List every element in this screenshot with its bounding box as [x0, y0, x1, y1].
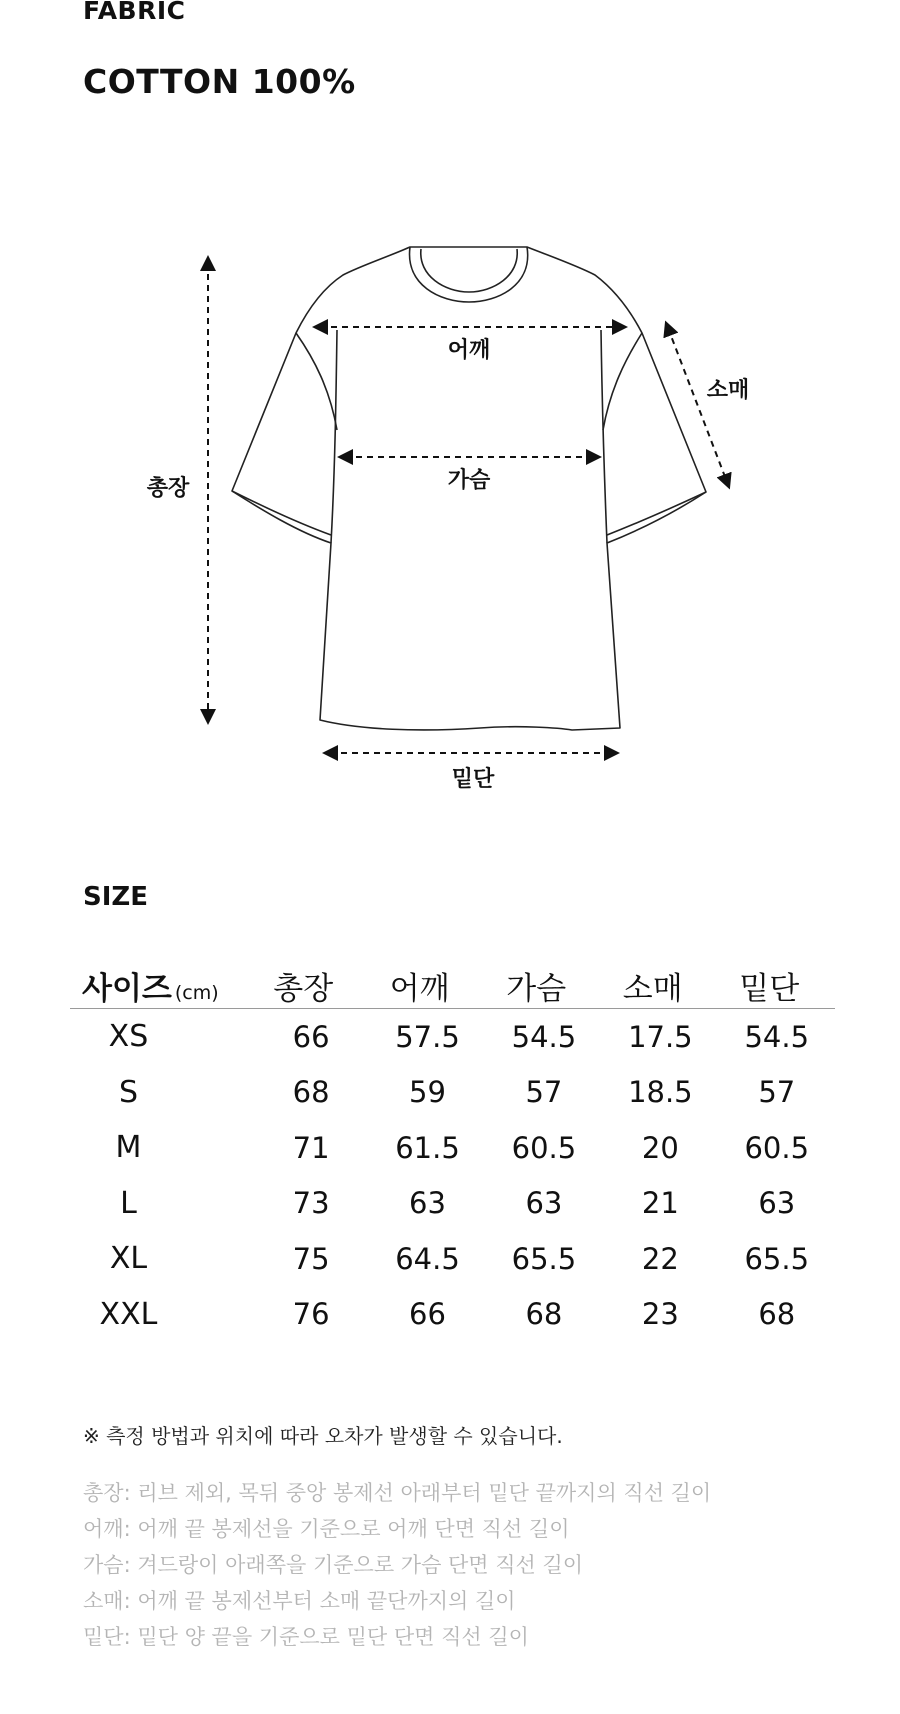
- table-row: [70, 1287, 835, 1343]
- header-chest: 가슴: [506, 971, 567, 1007]
- sleeve-cell: 23: [641, 1297, 679, 1332]
- header-sleeve: 소매: [622, 971, 683, 1007]
- header-size: 사이즈 (cm): [82, 971, 219, 1007]
- shoulder-cell: 61.5: [395, 1130, 460, 1165]
- measurement-notes: [83, 1420, 711, 1655]
- chest-cell: 63: [525, 1186, 563, 1221]
- shoulder-cell: 66: [409, 1297, 446, 1332]
- size-cell: L: [120, 1185, 137, 1221]
- size-cell: XL: [109, 1241, 148, 1277]
- sleeve-cell: 20: [641, 1130, 679, 1165]
- length-cell: 68: [292, 1075, 330, 1110]
- sleeve-label: 소매: [706, 378, 750, 403]
- table-row: [70, 1120, 835, 1176]
- hem-label: 밑단: [451, 767, 495, 792]
- chest-cell: 60.5: [511, 1130, 577, 1165]
- hem-cell: 63: [758, 1186, 796, 1221]
- note-hem: 밑단: 밑단 양 끝을 기준으로 밑단 단면 직선 길이: [83, 1625, 529, 1649]
- note-chest: 가슴: 겨드랑이 아래쪽을 기준으로 가슴 단면 직선 길이: [83, 1553, 584, 1577]
- size-cell: M: [115, 1130, 142, 1166]
- sleeve-cell: 18.5: [628, 1075, 693, 1110]
- header-length: 총장: [273, 971, 334, 1007]
- note-shoulder: 어깨: 어깨 끝 봉제선을 기준으로 어깨 단면 직선 길이: [83, 1517, 570, 1541]
- length-cell: 75: [292, 1241, 330, 1276]
- fabric-value: COTTON 100%: [83, 62, 356, 101]
- header-shoulder: 어깨: [389, 971, 450, 1007]
- table-row: [70, 1176, 835, 1232]
- tshirt-measurement-diagram: [0, 210, 900, 810]
- hem-cell: 57: [758, 1075, 796, 1110]
- table-row: [70, 1231, 835, 1287]
- size-heading: SIZE: [83, 882, 149, 912]
- sleeve-cell: 21: [641, 1186, 679, 1221]
- hem-cell: 65.5: [744, 1241, 810, 1276]
- length-cell: 71: [292, 1130, 330, 1165]
- shoulder-cell: 64.5: [395, 1241, 460, 1276]
- length-cell: 66: [292, 1019, 330, 1054]
- shoulder-cell: 63: [409, 1186, 446, 1221]
- hem-cell: 68: [758, 1297, 796, 1332]
- length-cell: 73: [292, 1186, 330, 1221]
- size-cell: S: [118, 1074, 138, 1110]
- measurement-disclaimer: ※ 측정 방법과 위치에 따라 오차가 발생할 수 있습니다.: [83, 1424, 563, 1448]
- sleeve-arrow: [668, 328, 727, 482]
- hem-cell: 54.5: [744, 1019, 810, 1054]
- length-label: 총장: [146, 476, 190, 501]
- shoulder-cell: 59: [409, 1075, 446, 1110]
- chest-label: 가슴: [447, 468, 491, 493]
- table-body: [70, 1009, 835, 1342]
- measurement-arrows: [208, 263, 727, 753]
- size-cell: XS: [108, 1019, 149, 1055]
- hem-cell: 60.5: [744, 1130, 810, 1165]
- chest-cell: 65.5: [511, 1241, 577, 1276]
- shoulder-cell: 57.5: [395, 1019, 460, 1054]
- table-row: [70, 1009, 835, 1065]
- size-cell: XXL: [99, 1296, 158, 1332]
- length-cell: 76: [292, 1297, 330, 1332]
- chest-cell: 68: [525, 1297, 563, 1332]
- chest-cell: 54.5: [511, 1019, 577, 1054]
- note-sleeve: 소매: 어깨 끝 봉제선부터 소매 끝단까지의 길이: [83, 1589, 516, 1613]
- shoulder-label: 어깨: [447, 338, 491, 363]
- table-row: [70, 1065, 835, 1121]
- chest-cell: 57: [525, 1075, 563, 1110]
- fabric-label: FABRIC: [83, 0, 186, 25]
- table-header: [70, 950, 835, 1009]
- note-length: 총장: 리브 제외, 목뒤 중앙 봉제선 아래부터 밑단 끝까지의 직선 길이: [83, 1481, 712, 1505]
- header-hem: 밑단: [739, 971, 800, 1007]
- sleeve-cell: 22: [641, 1241, 679, 1276]
- sleeve-cell: 17.5: [628, 1019, 693, 1054]
- size-table: [70, 950, 835, 1342]
